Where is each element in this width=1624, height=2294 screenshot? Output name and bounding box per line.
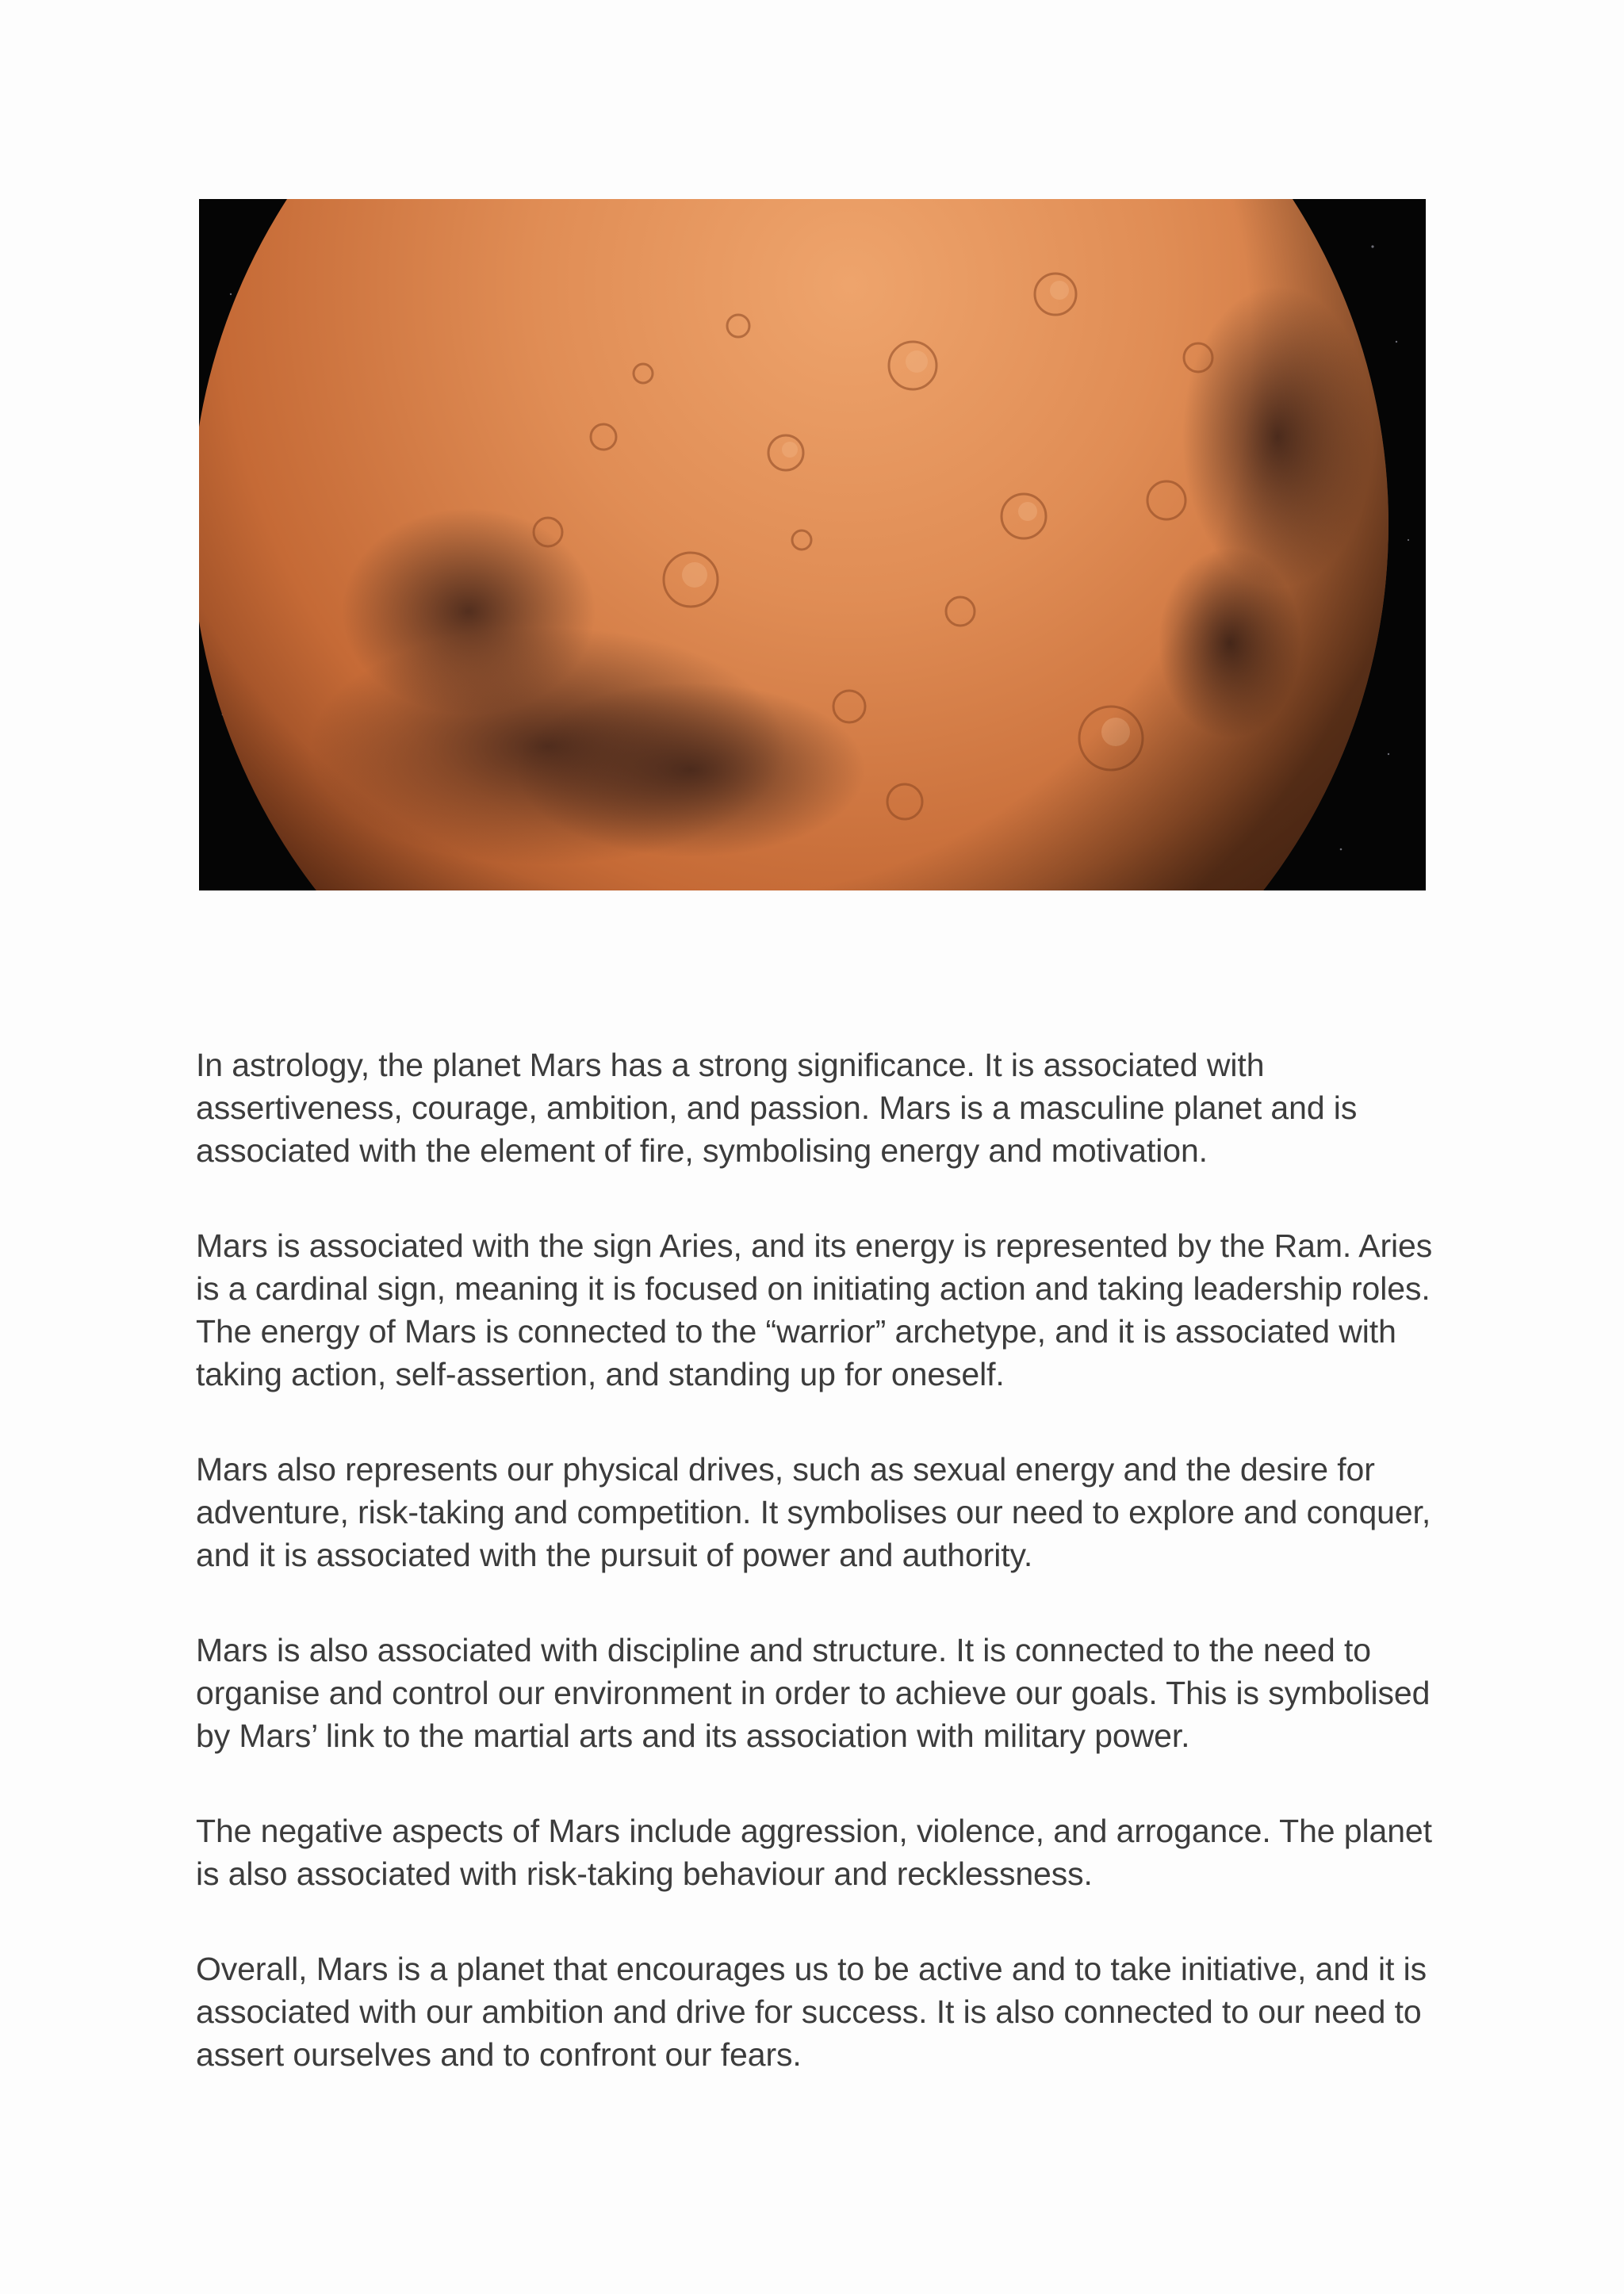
paragraph: In astrology, the planet Mars has a strong significance. It is associated with assertiveness, courage, ambition, and passion. Mars is a masculine planet and is associated with the element of fire, symbolising energy and motivation. — [196, 1047, 1358, 1169]
paragraph: Mars is associated with the sign Aries, and its energy is represented by the Ram. Aries is a cardinal sign, meaning it is focused on initiating action and taking leadership roles. The energy of Mars is connected to the “warrior” archetype, and it is associated with taking action, self-assertion, and standing up for oneself. — [196, 1227, 1433, 1392]
paragraph: The negative aspects of Mars include aggression, violence, and arrogance. The planet is also associated with risk-taking behaviour and recklessness. — [196, 1813, 1432, 1892]
paragraph: Overall, Mars is a planet that encourages us to be active and to take initiative, and it is associated with our ambition and drive for success. It is also connected to our need to assert ourselves and to confront our fears. — [196, 1951, 1427, 2073]
mars-image — [199, 199, 1426, 890]
paragraph: Mars is also associated with discipline and structure. It is connected to the need to organise and control our environment in order to achieve our goals. This is symbolised by Mars’ link to the martial arts and its association with military power. — [196, 1632, 1431, 1754]
mars-planet-illustration — [199, 199, 1426, 890]
article-body — [196, 1044, 1433, 2128]
paragraph: Mars also represents our physical drives, such as sexual energy and the desire for adventure, risk-taking and competition. It symbolises our need to explore and conquer, and it is associated with the pursuit of power and authority. — [196, 1451, 1431, 1573]
